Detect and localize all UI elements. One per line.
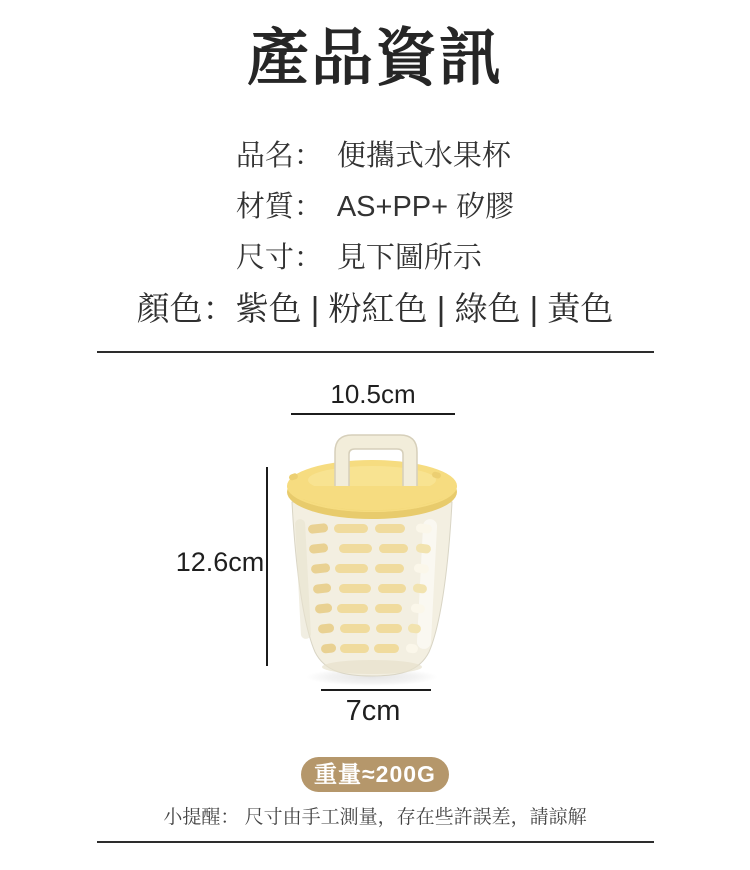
- spec-value: 便攜式水果杯: [336, 140, 511, 173]
- dim-line-bottom-width: [321, 689, 431, 691]
- spec-label: 材質：: [235, 191, 323, 224]
- spec-row-colors: 顏色：紫色 | 粉紅色 | 綠色 | 黃色: [136, 290, 614, 328]
- dimension-diagram: [0, 353, 750, 735]
- dim-label-bottom-width: 7cm: [345, 695, 401, 728]
- spec-value: AS+PP+ 矽膠: [336, 191, 515, 224]
- page-title: 產品資訊: [246, 24, 503, 93]
- spec-list: [236, 131, 514, 284]
- divider-bottom: [97, 841, 654, 843]
- product-illustration: [270, 424, 460, 689]
- spec-label: 尺寸：: [235, 242, 323, 275]
- dim-line-top-width: [291, 413, 455, 415]
- dim-label-top-width: 10.5cm: [330, 379, 416, 410]
- spec-row-size: [236, 233, 514, 284]
- footer-note: 小提醒： 尺寸由手工測量，存在些許誤差，請諒解: [163, 807, 587, 829]
- spec-row-name: [236, 131, 514, 182]
- dim-label-height: 12.6cm: [175, 547, 265, 578]
- spec-label: 品名：: [235, 140, 323, 173]
- spec-value: 見下圖所示: [336, 242, 482, 275]
- weight-badge: 重量≈200G: [301, 757, 449, 792]
- dim-line-height: [266, 467, 268, 666]
- spec-row-material: [236, 182, 514, 233]
